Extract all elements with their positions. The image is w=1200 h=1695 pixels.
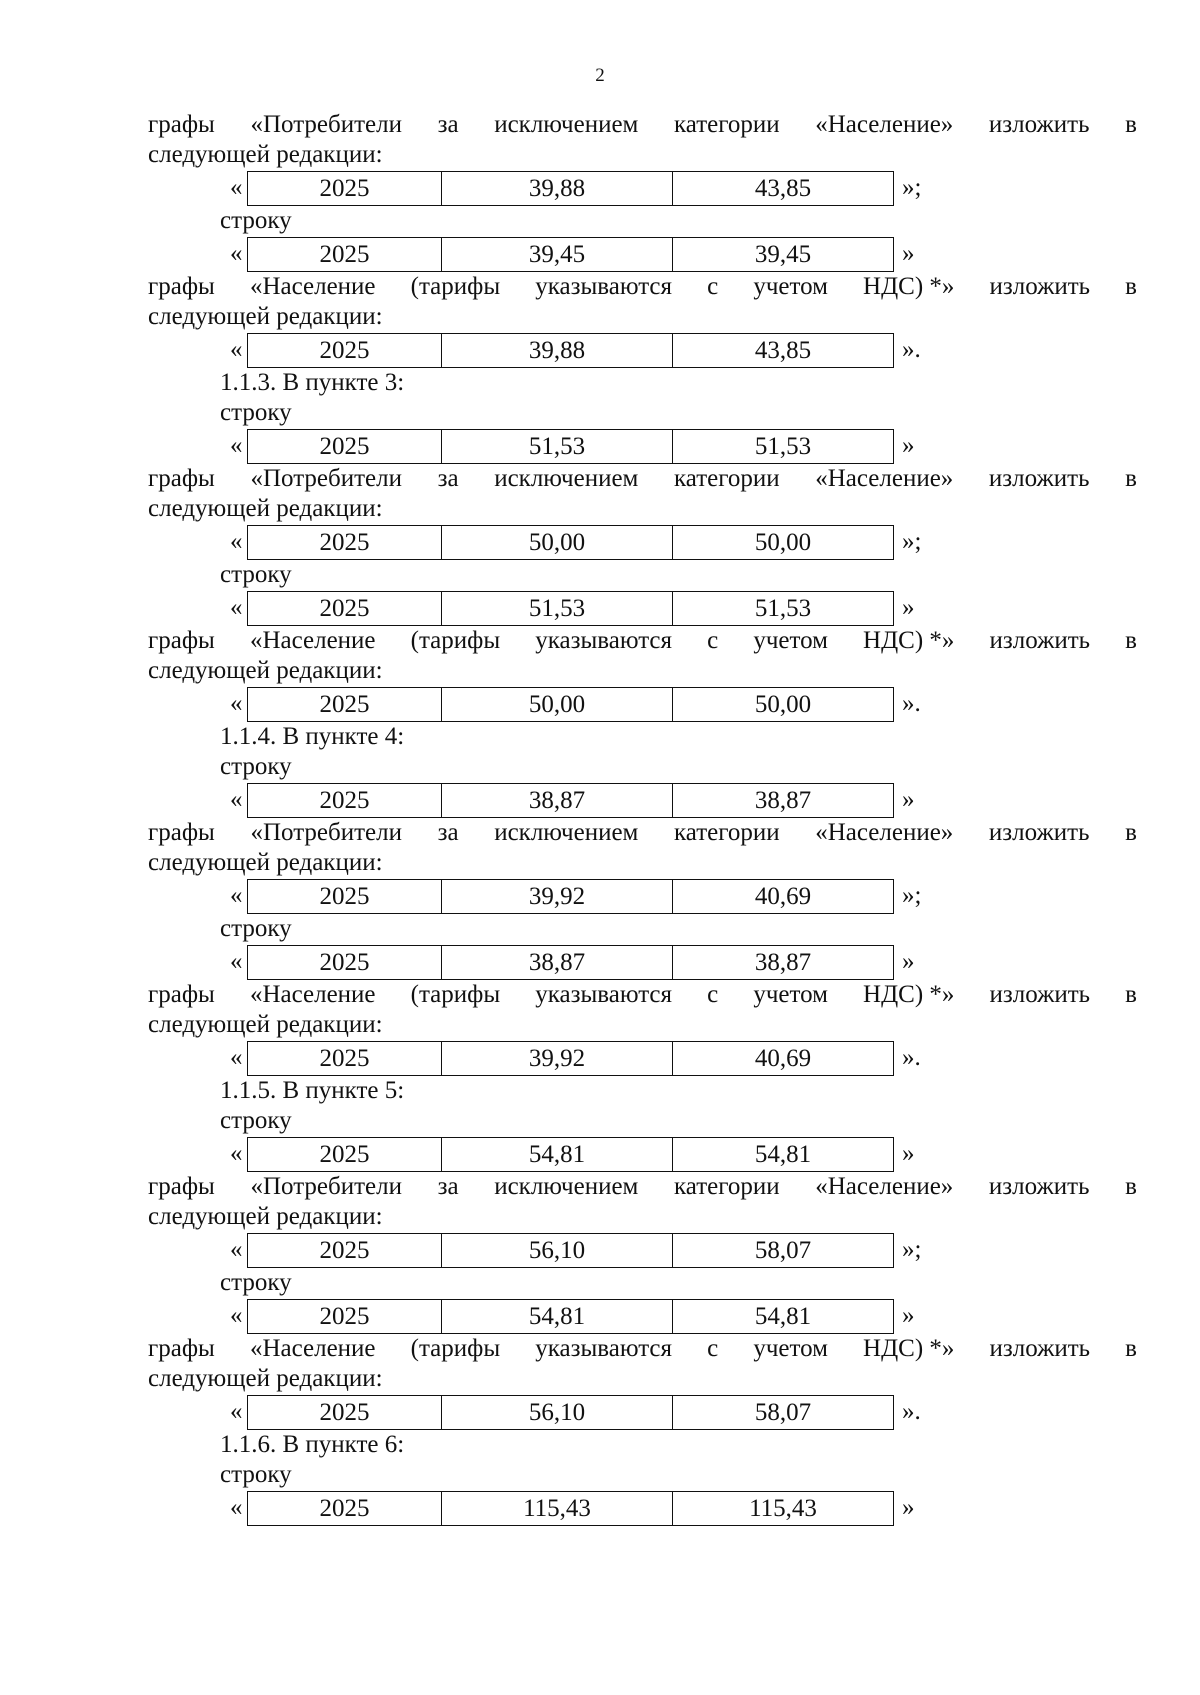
tariff-table bbox=[247, 945, 894, 980]
closing-quote: » bbox=[902, 240, 915, 267]
word: за bbox=[437, 819, 459, 846]
quote-mark: « bbox=[230, 240, 243, 267]
tariff-first-half-cell: 51,53 bbox=[442, 430, 673, 463]
paragraph-line bbox=[148, 464, 1137, 494]
closing-quote: ». bbox=[902, 1398, 921, 1425]
word: исключением bbox=[494, 819, 639, 846]
tariff-table bbox=[247, 237, 894, 272]
word: графы bbox=[148, 1335, 215, 1362]
word: в bbox=[1125, 627, 1137, 654]
tariff-first-half-cell: 54,81 bbox=[442, 1138, 673, 1171]
word: графы bbox=[148, 111, 215, 138]
page-number: 2 bbox=[595, 65, 605, 86]
word: (тарифы bbox=[410, 273, 501, 300]
year-cell: 2025 bbox=[248, 688, 442, 721]
quote-mark: « bbox=[230, 1494, 243, 1521]
tariff-second-half-cell: 54,81 bbox=[754, 1140, 812, 1168]
word: (тарифы bbox=[410, 627, 501, 654]
word: указываются bbox=[535, 627, 673, 654]
word: за bbox=[437, 111, 459, 138]
tariff-second-half-cell: 38,87 bbox=[754, 948, 812, 976]
year-cell: 2025 bbox=[248, 334, 442, 367]
tariff-table bbox=[247, 525, 894, 560]
indented-line: 1.1.3. В пункте 3: bbox=[220, 369, 405, 396]
word: «Население bbox=[249, 627, 376, 654]
tariff-table bbox=[247, 171, 894, 206]
closing-quote: » bbox=[902, 432, 915, 459]
word: с bbox=[707, 627, 719, 654]
indented-line: строку bbox=[220, 1269, 292, 1296]
word: исключением bbox=[494, 1173, 639, 1200]
word: «Население» bbox=[815, 1173, 954, 1200]
tariff-table bbox=[247, 1299, 894, 1334]
quote-mark: « bbox=[230, 1236, 243, 1263]
word: за bbox=[437, 1173, 459, 1200]
word: в bbox=[1125, 273, 1137, 300]
word: «Население bbox=[249, 273, 376, 300]
tariff-first-half-cell: 115,43 bbox=[442, 1492, 673, 1525]
word: изложить bbox=[988, 819, 1090, 846]
paragraph-line: следующей редакции: bbox=[148, 141, 383, 168]
word: в bbox=[1125, 111, 1137, 138]
tariff-second-half-cell: 38,87 bbox=[754, 786, 812, 814]
tariff-table bbox=[247, 333, 894, 368]
word: «Население bbox=[249, 1335, 376, 1362]
word: учетом bbox=[753, 627, 828, 654]
tariff-first-half-cell: 39,88 bbox=[442, 334, 673, 367]
closing-quote: » bbox=[902, 1302, 915, 1329]
tariff-second-half-cell: 43,85 bbox=[754, 336, 812, 364]
tariff-second-half-cell: 39,45 bbox=[754, 240, 812, 268]
word: графы bbox=[148, 819, 215, 846]
quote-mark: « bbox=[230, 336, 243, 363]
closing-quote: »; bbox=[902, 174, 922, 201]
word: НДС) *» bbox=[863, 1335, 955, 1362]
quote-mark: « bbox=[230, 948, 243, 975]
tariff-second-half-cell: 50,00 bbox=[754, 528, 812, 556]
tariff-second-half-cell: 115,43 bbox=[749, 1494, 817, 1522]
tariff-first-half-cell: 39,88 bbox=[442, 172, 673, 205]
word: категории bbox=[673, 1173, 780, 1200]
paragraph-line bbox=[148, 818, 1137, 848]
indented-line: строку bbox=[220, 1107, 292, 1134]
year-cell: 2025 bbox=[248, 946, 442, 979]
tariff-table bbox=[247, 783, 894, 818]
word: исключением bbox=[494, 111, 639, 138]
indented-line: строку bbox=[220, 561, 292, 588]
tariff-second-half-cell: 54,81 bbox=[754, 1302, 812, 1330]
word: в bbox=[1125, 465, 1137, 492]
year-cell: 2025 bbox=[248, 1042, 442, 1075]
word: учетом bbox=[753, 1335, 828, 1362]
paragraph-line: следующей редакции: bbox=[148, 1365, 383, 1392]
indented-line: строку bbox=[220, 399, 292, 426]
closing-quote: » bbox=[902, 1140, 915, 1167]
word: изложить bbox=[989, 627, 1091, 654]
word: указываются bbox=[535, 273, 673, 300]
tariff-second-half-cell: 50,00 bbox=[754, 690, 812, 718]
tariff-table bbox=[247, 1395, 894, 1430]
quote-mark: « bbox=[230, 594, 243, 621]
year-cell: 2025 bbox=[248, 784, 442, 817]
quote-mark: « bbox=[230, 882, 243, 909]
year-cell: 2025 bbox=[248, 238, 442, 271]
word: «Население» bbox=[815, 465, 954, 492]
tariff-table bbox=[247, 879, 894, 914]
word: учетом bbox=[753, 981, 828, 1008]
word: «Население» bbox=[815, 111, 954, 138]
quote-mark: « bbox=[230, 1044, 243, 1071]
tariff-first-half-cell: 56,10 bbox=[442, 1234, 673, 1267]
tariff-first-half-cell: 39,92 bbox=[442, 880, 673, 913]
closing-quote: »; bbox=[902, 1236, 922, 1263]
quote-mark: « bbox=[230, 690, 243, 717]
tariff-first-half-cell: 54,81 bbox=[442, 1300, 673, 1333]
word: (тарифы bbox=[410, 981, 501, 1008]
year-cell: 2025 bbox=[248, 1138, 442, 1171]
paragraph-line: следующей редакции: bbox=[148, 495, 383, 522]
closing-quote: » bbox=[902, 594, 915, 621]
year-cell: 2025 bbox=[248, 526, 442, 559]
tariff-table bbox=[247, 1491, 894, 1526]
indented-line: строку bbox=[220, 1461, 292, 1488]
tariff-second-half-cell: 58,07 bbox=[754, 1236, 812, 1264]
word: указываются bbox=[535, 981, 673, 1008]
paragraph-line: следующей редакции: bbox=[148, 849, 383, 876]
tariff-first-half-cell: 50,00 bbox=[442, 688, 673, 721]
word: «Потребители bbox=[250, 111, 402, 138]
tariff-second-half-cell: 51,53 bbox=[754, 432, 812, 460]
word: изложить bbox=[988, 111, 1090, 138]
paragraph-line: следующей редакции: bbox=[148, 1203, 383, 1230]
indented-line: 1.1.4. В пункте 4: bbox=[220, 723, 405, 750]
indented-line: 1.1.6. В пункте 6: bbox=[220, 1431, 405, 1458]
word: «Потребители bbox=[250, 465, 402, 492]
word: указываются bbox=[535, 1335, 673, 1362]
closing-quote: »; bbox=[902, 528, 922, 555]
year-cell: 2025 bbox=[248, 1396, 442, 1429]
quote-mark: « bbox=[230, 432, 243, 459]
paragraph-line bbox=[148, 980, 1137, 1010]
word: в bbox=[1125, 819, 1137, 846]
tariff-first-half-cell: 38,87 bbox=[442, 784, 673, 817]
word: категории bbox=[673, 465, 780, 492]
year-cell: 2025 bbox=[248, 1300, 442, 1333]
word: изложить bbox=[989, 273, 1091, 300]
tariff-table bbox=[247, 687, 894, 722]
year-cell: 2025 bbox=[248, 1234, 442, 1267]
year-cell: 2025 bbox=[248, 592, 442, 625]
tariff-second-half-cell: 40,69 bbox=[754, 882, 812, 910]
word: НДС) *» bbox=[863, 981, 955, 1008]
word: «Потребители bbox=[250, 819, 402, 846]
indented-line: строку bbox=[220, 207, 292, 234]
word: категории bbox=[673, 111, 780, 138]
word: графы bbox=[148, 1173, 215, 1200]
tariff-table bbox=[247, 1041, 894, 1076]
tariff-second-half-cell: 40,69 bbox=[754, 1044, 812, 1072]
quote-mark: « bbox=[230, 528, 243, 555]
paragraph-line: следующей редакции: bbox=[148, 1011, 383, 1038]
word: в bbox=[1125, 1335, 1137, 1362]
quote-mark: « bbox=[230, 1398, 243, 1425]
tariff-first-half-cell: 39,92 bbox=[442, 1042, 673, 1075]
word: с bbox=[707, 981, 719, 1008]
word: графы bbox=[148, 627, 215, 654]
word: графы bbox=[148, 273, 215, 300]
tariff-first-half-cell: 38,87 bbox=[442, 946, 673, 979]
quote-mark: « bbox=[230, 786, 243, 813]
tariff-first-half-cell: 39,45 bbox=[442, 238, 673, 271]
word: исключением bbox=[494, 465, 639, 492]
paragraph-line: следующей редакции: bbox=[148, 657, 383, 684]
word: НДС) *» bbox=[863, 627, 955, 654]
quote-mark: « bbox=[230, 1140, 243, 1167]
word: в bbox=[1125, 981, 1137, 1008]
word: в bbox=[1125, 1173, 1137, 1200]
word: изложить bbox=[989, 1335, 1091, 1362]
word: НДС) *» bbox=[863, 273, 955, 300]
closing-quote: » bbox=[902, 1494, 915, 1521]
closing-quote: » bbox=[902, 786, 915, 813]
closing-quote: » bbox=[902, 948, 915, 975]
word: «Потребители bbox=[250, 1173, 402, 1200]
word: категории bbox=[673, 819, 780, 846]
tariff-table bbox=[247, 1137, 894, 1172]
word: с bbox=[707, 273, 719, 300]
year-cell: 2025 bbox=[248, 172, 442, 205]
tariff-first-half-cell: 56,10 bbox=[442, 1396, 673, 1429]
tariff-first-half-cell: 51,53 bbox=[442, 592, 673, 625]
word: графы bbox=[148, 465, 215, 492]
quote-mark: « bbox=[230, 1302, 243, 1329]
indented-line: 1.1.5. В пункте 5: bbox=[220, 1077, 405, 1104]
year-cell: 2025 bbox=[248, 1492, 442, 1525]
word: (тарифы bbox=[410, 1335, 501, 1362]
word: за bbox=[437, 465, 459, 492]
year-cell: 2025 bbox=[248, 430, 442, 463]
paragraph-line bbox=[148, 110, 1137, 140]
paragraph-line: следующей редакции: bbox=[148, 303, 383, 330]
word: изложить bbox=[988, 1173, 1090, 1200]
paragraph-line bbox=[148, 1334, 1137, 1364]
closing-quote: ». bbox=[902, 1044, 921, 1071]
tariff-table bbox=[247, 429, 894, 464]
word: «Население bbox=[249, 981, 376, 1008]
quote-mark: « bbox=[230, 174, 243, 201]
paragraph-line bbox=[148, 1172, 1137, 1202]
word: «Население» bbox=[815, 819, 954, 846]
word: с bbox=[707, 1335, 719, 1362]
word: изложить bbox=[988, 465, 1090, 492]
closing-quote: »; bbox=[902, 882, 922, 909]
indented-line: строку bbox=[220, 753, 292, 780]
year-cell: 2025 bbox=[248, 880, 442, 913]
tariff-second-half-cell: 43,85 bbox=[754, 174, 812, 202]
word: графы bbox=[148, 981, 215, 1008]
word: учетом bbox=[753, 273, 828, 300]
tariff-table bbox=[247, 591, 894, 626]
tariff-table bbox=[247, 1233, 894, 1268]
indented-line: строку bbox=[220, 915, 292, 942]
paragraph-line bbox=[148, 272, 1137, 302]
paragraph-line bbox=[148, 626, 1137, 656]
closing-quote: ». bbox=[902, 336, 921, 363]
word: изложить bbox=[989, 981, 1091, 1008]
closing-quote: ». bbox=[902, 690, 921, 717]
tariff-first-half-cell: 50,00 bbox=[442, 526, 673, 559]
tariff-second-half-cell: 51,53 bbox=[754, 594, 812, 622]
tariff-second-half-cell: 58,07 bbox=[754, 1398, 812, 1426]
